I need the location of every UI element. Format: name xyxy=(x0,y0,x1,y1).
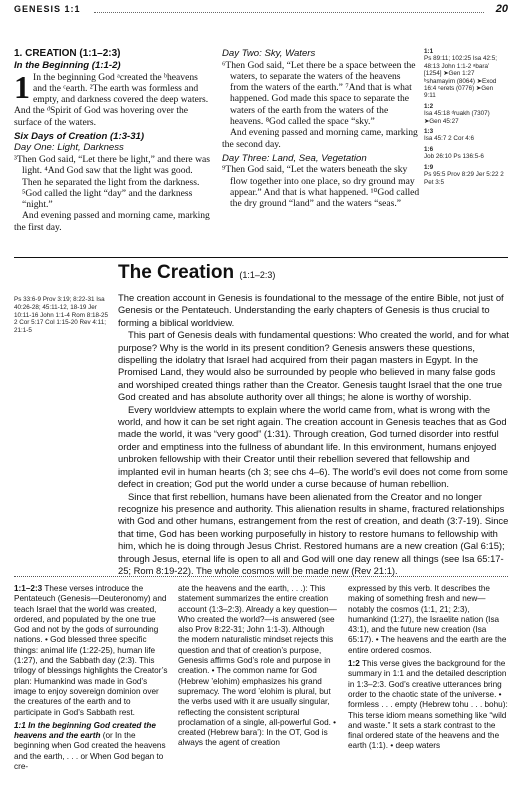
page-number: 20 xyxy=(495,3,508,15)
essay-top-rule xyxy=(14,257,508,258)
section-title: 1. CREATION (1:1–2:3) xyxy=(14,48,121,59)
xref-key: 1:1 xyxy=(424,48,434,55)
study-notes-column-3 xyxy=(348,584,508,752)
note-key: 1:1 In the beginning God created the heavens and the earth xyxy=(14,720,156,741)
verse-paragraph: And evening passed and morning came, marking the second day. xyxy=(222,127,418,150)
xref-group xyxy=(424,128,504,143)
note-key: 1:2 xyxy=(348,659,360,669)
verse-paragraph: ⁶Then God said, “Let there be a space between the waters, to separate the waters of the heavens from the waters of the earth.” ⁷And that is what happened. God made this space to separate the waters of the earth from the waters of the heavens. ⁸God called the space “sky.” xyxy=(222,59,416,127)
xref-key: 1:2 xyxy=(424,102,434,110)
study-note xyxy=(348,659,508,752)
page-header xyxy=(14,4,508,20)
essay-paragraph: The creation account in Genesis is foundational to the message of the entire Bible, not just of Genesis or the Pentateuch. Understanding the early chapters of Genesis is thus crucial to forming a biblical worldview. xyxy=(118,292,504,328)
essay-body xyxy=(118,292,510,577)
scripture-column-2 xyxy=(222,48,420,210)
note-text: This verse gives the background for the summary in 1:1 and the detailed description in 1:3–2:3. God’s creative utterances bring order to the chaotic state of the universe. • formless . . . empty (Hebrew tohu . . . bohu): This terse idiom means something like “wild and waste.” It sets a stark contrast to the final ordered state of the heavens and the earth (1:1). • deep waters xyxy=(348,659,508,751)
essay-paragraph: Since that first rebellion, humans have been alienated from the Creator and no longer recognize his presence and authority. This alienation results in shame, fractured relationships with God and other humans, estrangement from the rest of creation, and death (3:7-19). Since that time, God has been working purposefully in history to restore humans to fellowship with him, which he is doing through Jesus Christ. Restored humans are a new creation (Gal 6:15); through Jesus, eternal life is open to all and God will one day renew all things (see Isa 65:17-25; Rom 8:19-22). The whole cosmos will be made new (Rev 21:1). xyxy=(118,490,509,576)
xref-key: 1:6 xyxy=(424,145,434,153)
verse-paragraph xyxy=(14,68,212,128)
xref-key: 1:9 xyxy=(424,163,434,171)
study-note xyxy=(14,584,168,718)
study-note: ate the heavens and the earth, . . .): This statement summarizes the entire creation account (1:3–2:3). Already a key question—Who created the world?—is answered (see also Prov 8:22-31; John 1:1-3). Although the modern naturalistic mindset rejects this question and that of creation’s purpose, Genesis affirms God’s role and purpose in creation. • The common name for God (Hebrew ’elohim) emphasizes his grand supremacy. The word ’elohim is plural, but the verbs used with it are usually singular, reflecting the consistent scriptural proclamation of a single, all-powerful God. • created (Hebrew bara’): In the OT, God is always the agent of creation xyxy=(178,584,337,748)
xref-text: Ps 89:11; 102:25 Isa 42:5; 48:13 John 1:1-2 ᵃbara’ [1254] ➤Gen 1:27 ᵇshamayim (8064) ➤Exod 16:4 ᶜerets (0776) ➤Gen 9:11 xyxy=(424,55,498,100)
essay-title xyxy=(118,262,275,284)
xref-group xyxy=(424,164,504,186)
xref-text: Isa 45:7 2 Cor 4:6 xyxy=(424,135,475,143)
xref-group xyxy=(424,103,504,125)
essay-title-text: The Creation xyxy=(118,262,235,283)
running-head: GENESIS 1:1 xyxy=(14,4,81,14)
chapter-number: 1 xyxy=(14,68,30,105)
section-subtitle: Six Days of Creation (1:3-31) xyxy=(14,130,145,142)
xref-text: Isa 45:18 ᵈruakh (7307) ➤Gen 45:27 xyxy=(424,110,490,125)
day-heading: Day Three: Land, Sea, Vegetation xyxy=(222,152,367,164)
study-notes-column-2 xyxy=(178,584,338,749)
essay-title-ref: (1:1–2:3) xyxy=(239,270,276,280)
cross-references xyxy=(424,48,504,189)
note-text: These verses introduce the Pentateuch (Genesis—Deuteronomy) and teach Israel that the world was created, ordered, and populated by the one true God and not by the gods of surrounding nations. • God blessed three specific things: animal life (1:22-25), human life (1:27), and the Sabbath day (2:3). This trilogy of blessings highlights the Creator’s plan: Humankind was made in God’s image to enjoy sovereign dominion over the creatures of the earth and to participate in God’s Sabbath rest. xyxy=(14,584,168,717)
study-note: expressed by this verb. It describes the making of something fresh and new—notably the cosmos (1:1, 21; 2:3), humankind (1:27), the Israelite nation (Isa 43:1), and the future new creation (Isa 65:17). • The heavens and the earth are the entire ordered cosmos. xyxy=(348,584,507,655)
verse-paragraph: And evening passed and morning came, marking the first day. xyxy=(14,210,210,233)
xref-group xyxy=(424,146,504,161)
section-subtitle: In the Beginning (1:1-2) xyxy=(14,60,121,71)
note-text: (or In the beginning when God created the heavens and the earth, . . . or When God began to cre- xyxy=(14,731,166,772)
verse-paragraph: ³Then God said, “Let there be light,” and there was light. ⁴And God saw that the light was good. Then he separated the light from the darkness. ⁵God called the light “day” and the darkness “night.” xyxy=(14,153,211,211)
verse-paragraph: ⁹Then God said, “Let the waters beneath the sky flow together into one place, so dry ground may appear.” And that is what happened. ¹⁰God called the dry ground “land” and the waters “seas.” xyxy=(222,164,420,210)
xref-group xyxy=(424,48,504,100)
day-heading: Day One: Light, Darkness xyxy=(14,142,124,154)
day-heading: Day Two: Sky, Waters xyxy=(222,48,316,59)
study-note xyxy=(14,721,168,772)
study-notes-column-1 xyxy=(14,584,168,772)
verse-text: In the beginning God ᵃcreated the ᵇheavens and the ᶜearth. ²The earth was formless and empty, and darkness covered the deep waters. And the ᵈSpirit of God was hovering over the surface of the waters. xyxy=(14,71,209,128)
xref-text: Job 26:10 Ps 136:5-6 xyxy=(424,153,484,161)
xref-key: 1:3 xyxy=(424,128,434,136)
header-dot-leader xyxy=(94,12,484,13)
scripture-column-1 xyxy=(14,48,212,233)
essay-references: Ps 33:6-9 Prov 3:19; 8:22-31 Isa 40:26-28; 45:11-12, 18-19 Jer 10:11-16 John 1:1-4 Rom 8:18-25 2 Cor 5:17 Col 1:15-20 Rev 4:11; 21:1-5 xyxy=(14,296,109,335)
essay-paragraph: This part of Genesis deals with fundamental questions: Who created the world, and for what purpose? Why is the world in its present condition? Genesis answers these questions, dispelling the idolatry that Israel had acquired from their pagan masters in Egypt. In the Promised Land, they would also be surrounded by people who believed in many false gods and worshiped created things rather than the Creator. Genesis taught Israel that the one true God created and has absolute authority over all things; he alone is worthy of worship. xyxy=(118,329,509,403)
xref-text: Ps 95:5 Prov 8:29 Jer 5:22 2 Pet 3:5 xyxy=(424,171,504,186)
notes-divider xyxy=(14,576,508,577)
essay-paragraph: Every worldview attempts to explain where the world came from, what is wrong with the world, and how it can be set right again. The creation account in Genesis teaches that as God made the world, it was “very good” (1:31). Through creation, God turned disorder into restful order and emptiness into the fullness of abundant life. In this environment, humans enjoyed unbroken fellowship with their Creator until their rebellion severed that fellowship and implanted evil in human hearts (ch 3; see chs 4–6). The world’s evil does not come from some defect in creation; God put the world under a curse because of human rebellion. xyxy=(118,403,508,490)
note-key: 1:1–2:3 xyxy=(14,584,43,593)
